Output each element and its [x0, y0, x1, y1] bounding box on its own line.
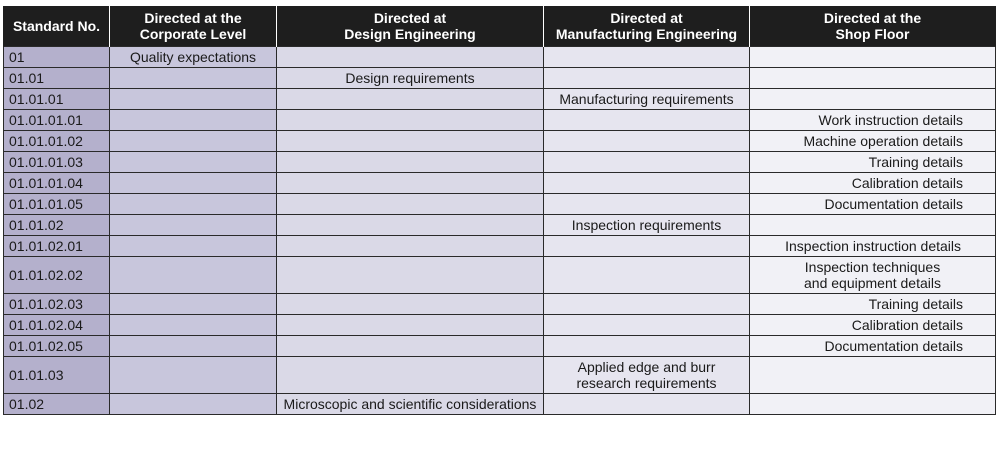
header-row [4, 6, 996, 47]
table-row [4, 110, 996, 131]
cell-shop-floor [750, 89, 996, 110]
cell-manufacturing [544, 336, 750, 357]
table-row [4, 47, 996, 68]
cell-standard-no: 01.01.01.03 [4, 152, 110, 173]
cell-design: Design requirements [277, 68, 544, 89]
cell-shop-floor: Training details [750, 294, 996, 315]
cell-standard-no: 01.01.01.02 [4, 131, 110, 152]
table-row [4, 215, 996, 236]
cell-design [277, 215, 544, 236]
cell-manufacturing: Manufacturing requirements [544, 89, 750, 110]
cell-manufacturing [544, 152, 750, 173]
table-row [4, 131, 996, 152]
cell-standard-no: 01.01.01 [4, 89, 110, 110]
cell-shop-floor [750, 357, 996, 394]
cell-design [277, 294, 544, 315]
cell-manufacturing [544, 294, 750, 315]
cell-design [277, 194, 544, 215]
cell-shop-floor [750, 47, 996, 68]
cell-shop-floor: Machine operation details [750, 131, 996, 152]
cell-manufacturing [544, 110, 750, 131]
table-row [4, 257, 996, 294]
cell-standard-no: 01 [4, 47, 110, 68]
cell-shop-floor: Documentation details [750, 194, 996, 215]
cell-corporate [110, 336, 277, 357]
cell-corporate [110, 357, 277, 394]
cell-design [277, 257, 544, 294]
cell-design [277, 131, 544, 152]
standards-table [3, 6, 996, 415]
cell-corporate [110, 236, 277, 257]
cell-shop-floor: Calibration details [750, 315, 996, 336]
cell-standard-no: 01.01.02.03 [4, 294, 110, 315]
table-row [4, 152, 996, 173]
cell-design [277, 110, 544, 131]
cell-corporate [110, 110, 277, 131]
cell-design [277, 236, 544, 257]
cell-shop-floor: Inspection instruction details [750, 236, 996, 257]
cell-corporate [110, 152, 277, 173]
cell-standard-no: 01.01.02.05 [4, 336, 110, 357]
cell-standard-no: 01.01.02.04 [4, 315, 110, 336]
cell-corporate [110, 68, 277, 89]
table-row [4, 68, 996, 89]
table-row [4, 236, 996, 257]
cell-corporate [110, 257, 277, 294]
cell-standard-no: 01.02 [4, 394, 110, 415]
cell-manufacturing [544, 394, 750, 415]
cell-design [277, 152, 544, 173]
cell-corporate [110, 215, 277, 236]
table-row [4, 357, 996, 394]
cell-manufacturing [544, 68, 750, 89]
cell-shop-floor [750, 68, 996, 89]
cell-manufacturing [544, 194, 750, 215]
cell-manufacturing: Inspection requirements [544, 215, 750, 236]
cell-manufacturing: Applied edge and burr research requirements [544, 357, 750, 394]
header-standard-no: Standard No. [4, 6, 110, 47]
cell-standard-no: 01.01.02 [4, 215, 110, 236]
cell-design [277, 89, 544, 110]
cell-design [277, 47, 544, 68]
table-row [4, 315, 996, 336]
cell-shop-floor: Inspection techniques and equipment details [750, 257, 996, 294]
header-shop-floor: Directed at the Shop Floor [750, 6, 996, 47]
cell-standard-no: 01.01.03 [4, 357, 110, 394]
cell-design: Microscopic and scientific considerations [277, 394, 544, 415]
cell-shop-floor: Documentation details [750, 336, 996, 357]
cell-corporate [110, 294, 277, 315]
cell-manufacturing [544, 315, 750, 336]
cell-shop-floor: Calibration details [750, 173, 996, 194]
header-corporate-level: Directed at the Corporate Level [110, 6, 277, 47]
cell-corporate: Quality expectations [110, 47, 277, 68]
cell-standard-no: 01.01.02.01 [4, 236, 110, 257]
cell-standard-no: 01.01.01.01 [4, 110, 110, 131]
table-row [4, 394, 996, 415]
table-row [4, 294, 996, 315]
cell-standard-no: 01.01.01.05 [4, 194, 110, 215]
table-row [4, 194, 996, 215]
cell-manufacturing [544, 173, 750, 194]
cell-manufacturing [544, 47, 750, 68]
cell-manufacturing [544, 236, 750, 257]
cell-corporate [110, 173, 277, 194]
table-row [4, 336, 996, 357]
cell-corporate [110, 89, 277, 110]
cell-standard-no: 01.01.01.04 [4, 173, 110, 194]
cell-design [277, 336, 544, 357]
cell-shop-floor [750, 215, 996, 236]
cell-corporate [110, 315, 277, 336]
cell-shop-floor [750, 394, 996, 415]
cell-manufacturing [544, 257, 750, 294]
standards-table-container [3, 6, 995, 415]
header-design-engineering: Directed at Design Engineering [277, 6, 544, 47]
cell-design [277, 315, 544, 336]
cell-shop-floor: Work instruction details [750, 110, 996, 131]
header-manufacturing-engineering: Directed at Manufacturing Engineering [544, 6, 750, 47]
table-row [4, 173, 996, 194]
cell-standard-no: 01.01 [4, 68, 110, 89]
table-row [4, 89, 996, 110]
cell-design [277, 173, 544, 194]
cell-corporate [110, 394, 277, 415]
cell-manufacturing [544, 131, 750, 152]
cell-shop-floor: Training details [750, 152, 996, 173]
cell-corporate [110, 131, 277, 152]
cell-corporate [110, 194, 277, 215]
cell-standard-no: 01.01.02.02 [4, 257, 110, 294]
cell-design [277, 357, 544, 394]
